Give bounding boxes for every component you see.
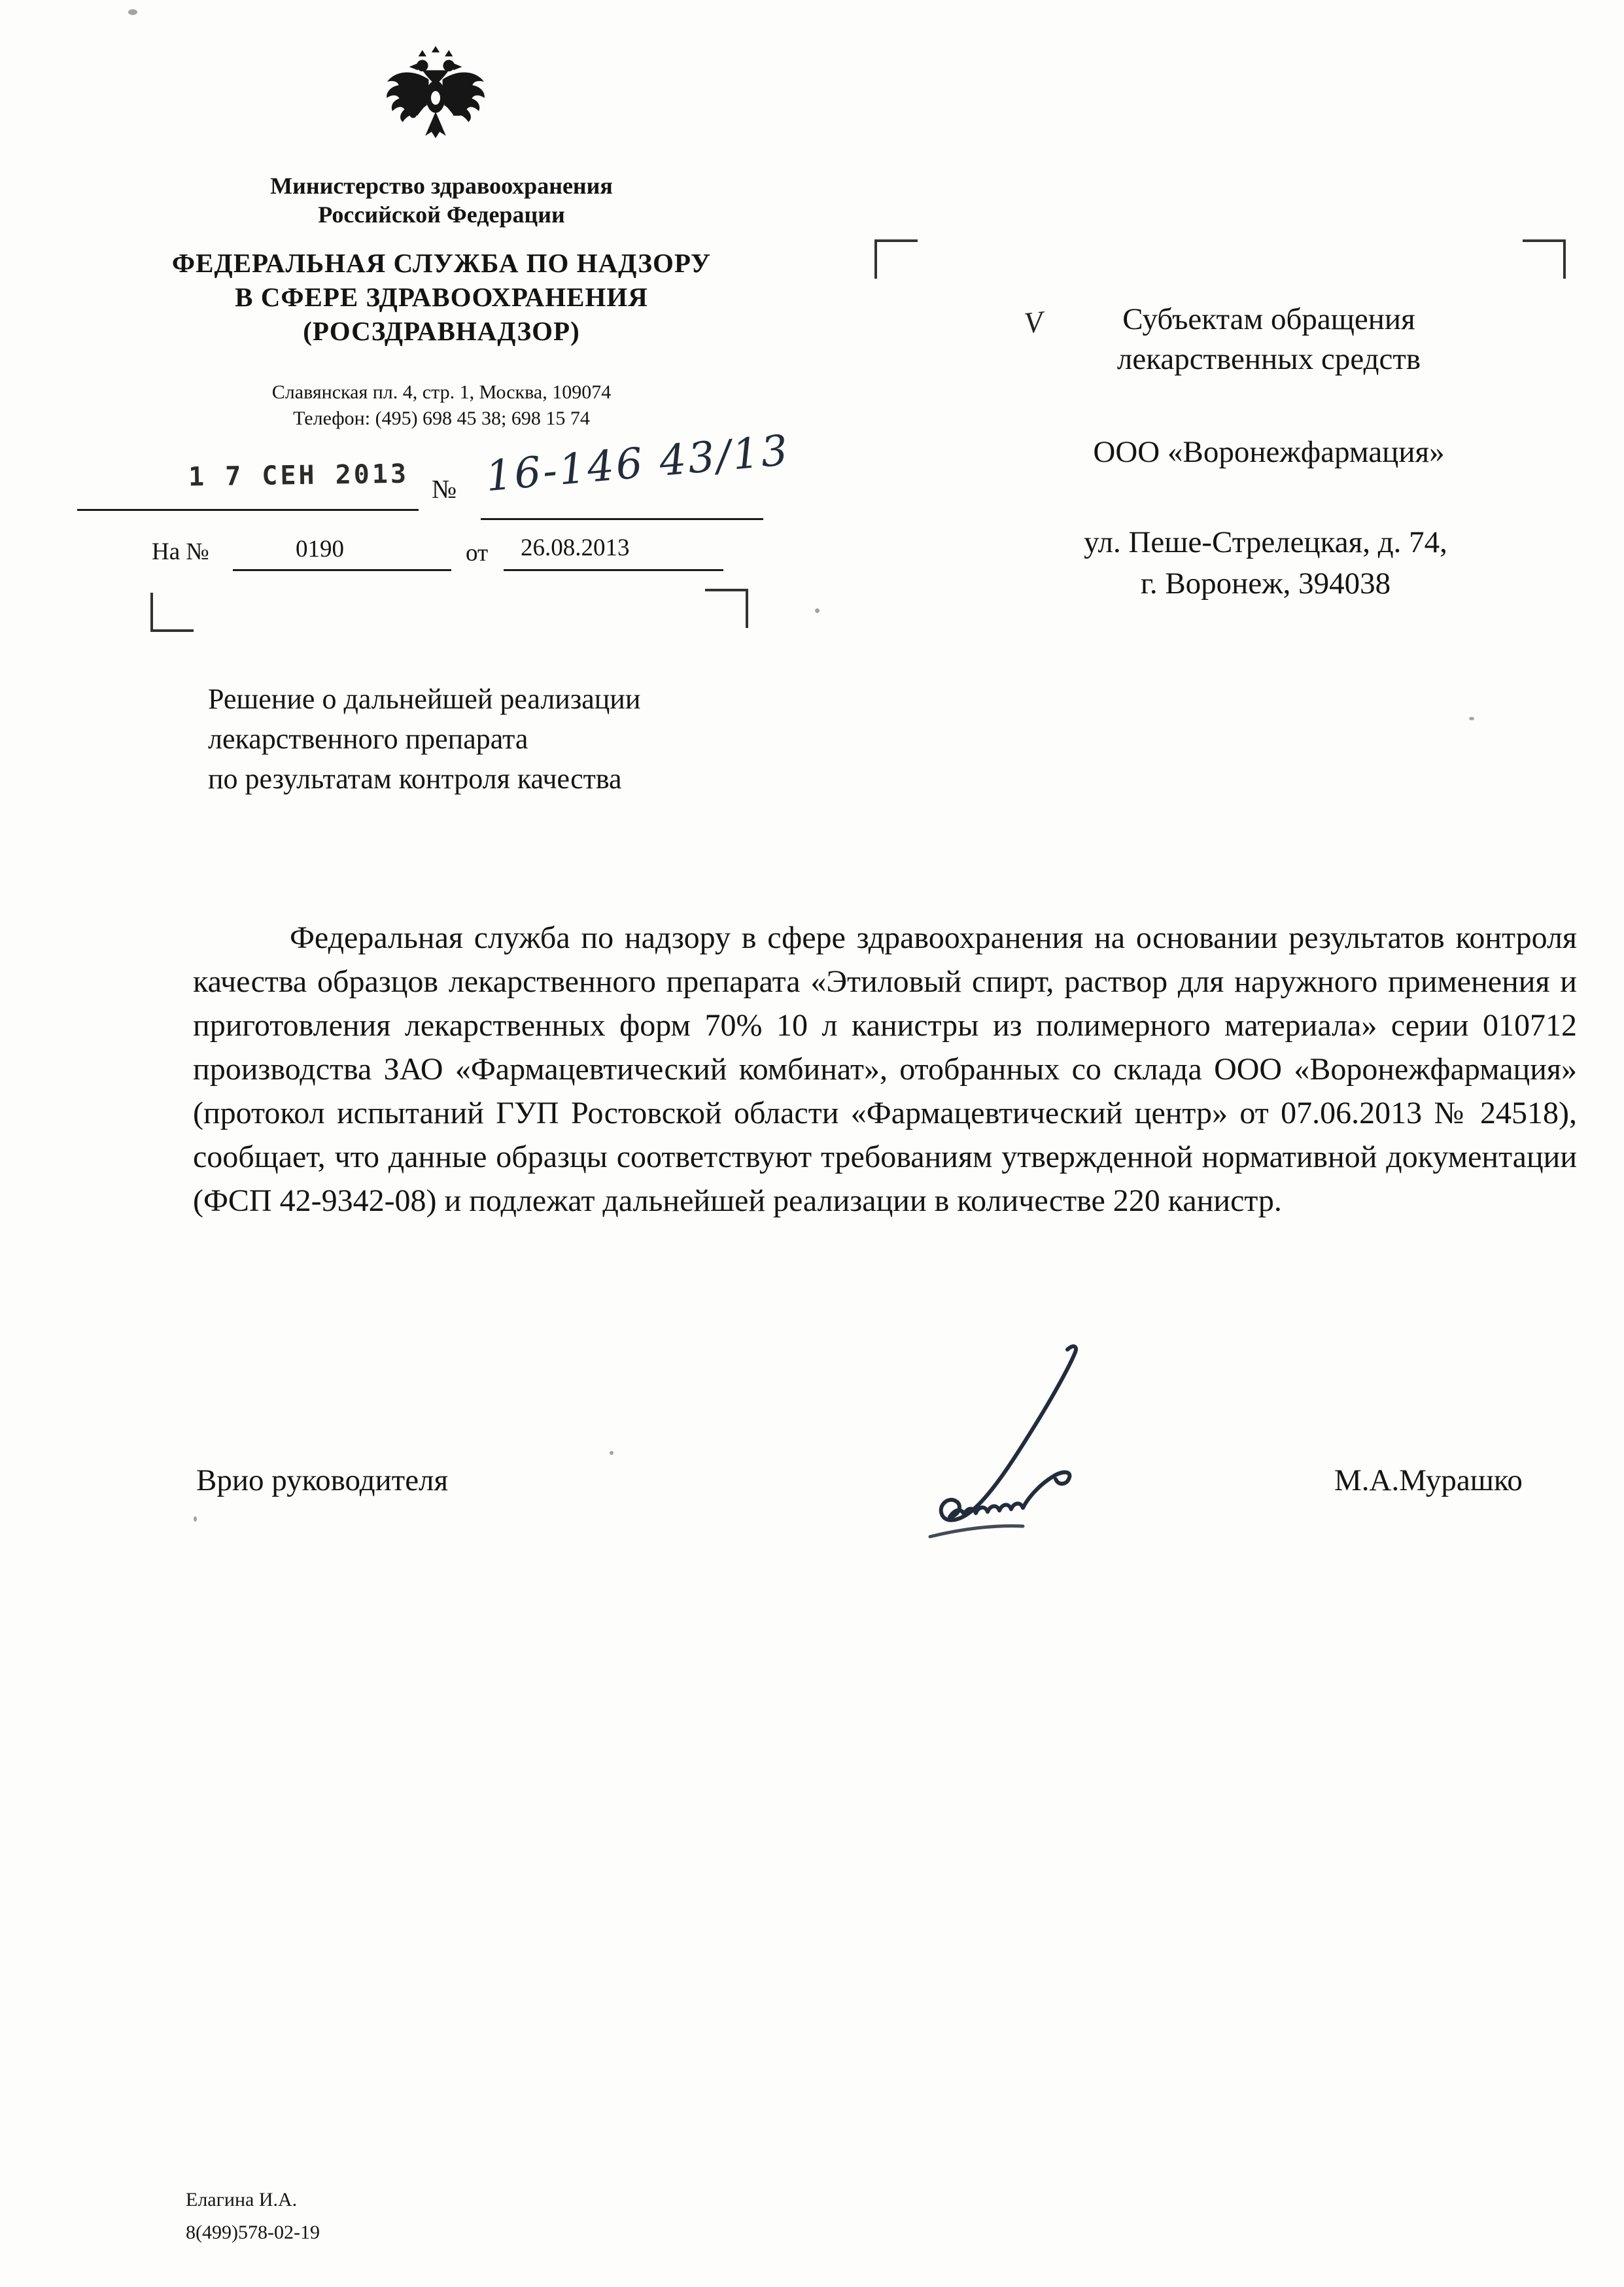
incoming-date-underline xyxy=(504,569,723,571)
handwritten-check-icon: V xyxy=(1022,304,1045,340)
recipient-line2: лекарственных средств xyxy=(1116,342,1421,376)
stamp-corner-mark-left xyxy=(150,593,194,632)
recipient-address xyxy=(1007,522,1524,604)
scan-speck xyxy=(610,1451,613,1455)
scan-speck xyxy=(1469,717,1474,720)
letterhead xyxy=(111,171,772,432)
service-line1: ФЕДЕРАЛЬНАЯ СЛУЖБА ПО НАДЗОРУ xyxy=(171,248,712,278)
incoming-number: 0190 xyxy=(296,536,344,563)
executor-name: Елагина И.А. xyxy=(186,2189,298,2210)
incoming-date: 26.08.2013 xyxy=(521,534,630,561)
signer-name: М.А.Мурашко xyxy=(1334,1463,1523,1497)
number-sign: № xyxy=(432,474,457,504)
ministry-line1: Министерство здравоохранения xyxy=(270,173,613,199)
scan-speck xyxy=(128,9,137,15)
date-stamp-underline xyxy=(77,509,419,511)
date-stamp: 1 7 СЕН 2013 xyxy=(188,459,409,493)
russia-coat-of-arms-icon xyxy=(378,42,493,160)
recipient-line1: Субъектам обращения xyxy=(1122,302,1415,336)
service-line2: В СФЕРЕ ЗДРАВООХРАНЕНИЯ xyxy=(235,282,648,312)
service-name xyxy=(111,246,772,348)
executor-block xyxy=(186,2184,320,2249)
address-corner-mark-right xyxy=(1523,239,1566,279)
outgoing-number-underline xyxy=(481,518,763,520)
incoming-number-label: На № xyxy=(152,538,209,565)
body-paragraph: Федеральная служба по надзору в сфере здравоохранения на основании результатов контроля качества образцов лекарственного препарата «Этиловый спирт, раствор для наружного применения и приготовления лекарственных форм 70% 10 л канистры из полимерного материала» серии 010712 производства ЗАО «Фармацевтический комбинат», отобранных со склада ООО «Воронежфармация» (протокол испытаний ГУП Ростовской области «Фармацевтический центр» от 07.06.2013 № 24518), сообщает, что данные образцы соответствуют требованиям утвержденной нормативной документации (ФСП 42-9342-08) и подлежат дальнейшей реализации в количестве 220 канистр. xyxy=(193,920,1577,1218)
handwritten-signature-icon xyxy=(837,1338,1125,1558)
letterhead-address: Славянская пл. 4, стр. 1, Москва, 109074 xyxy=(271,381,612,403)
signer-position: Врио руководителя xyxy=(196,1463,449,1497)
subject-line1: Решение о дальнейшей реализации xyxy=(208,683,641,715)
address-corner-mark-left xyxy=(874,239,918,279)
subject-line2: лекарственного препарата xyxy=(208,723,528,755)
ministry-name xyxy=(111,171,772,229)
scan-speck xyxy=(815,608,820,613)
ministry-line2: Российской Федерации xyxy=(318,201,565,228)
letterhead-contact xyxy=(111,379,772,432)
scan-speck xyxy=(194,1516,197,1522)
service-line3: (РОСЗДРАВНАДЗОР) xyxy=(303,316,580,346)
recipient-address-line2: г. Воронеж, 394038 xyxy=(1140,567,1391,601)
recipient-company: ООО «Воронежфармация» xyxy=(1093,435,1445,469)
stamp-corner-mark-right xyxy=(705,589,748,628)
subject-line3: по результатам контроля качества xyxy=(208,763,622,795)
executor-phone: 8(499)578-02-19 xyxy=(186,2222,320,2243)
recipient-address-line1: ул. Пеше-Стрелецкая, д. 74, xyxy=(1084,525,1447,559)
outgoing-number-handwritten: 16-146 43/13 xyxy=(483,426,792,502)
ot-label: от xyxy=(466,540,489,567)
subject-block xyxy=(208,679,640,799)
incoming-number-underline xyxy=(233,569,451,571)
letterhead-phone: Телефон: (495) 698 45 38; 698 15 74 xyxy=(293,408,590,429)
recipient-block xyxy=(1079,300,1459,379)
